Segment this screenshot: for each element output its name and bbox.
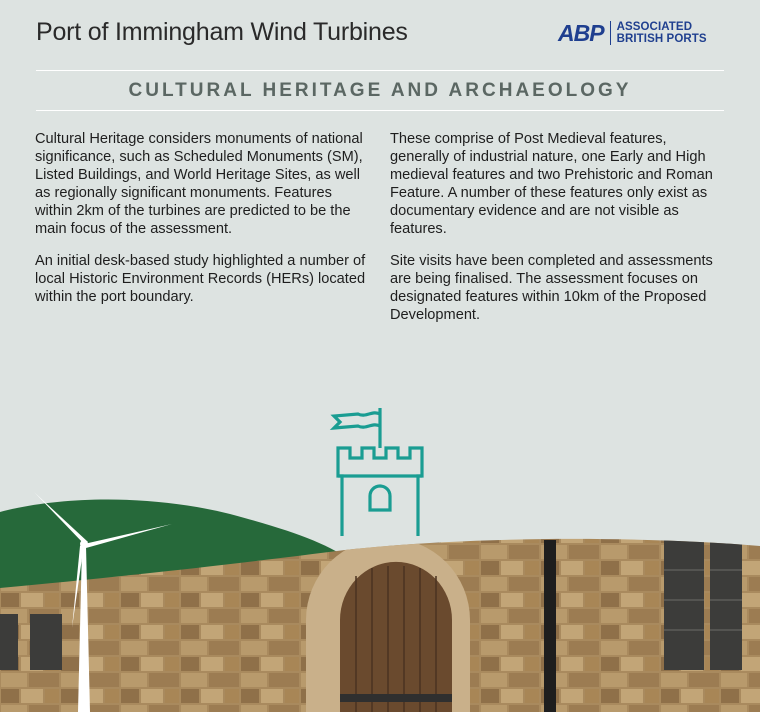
right-column bbox=[390, 130, 722, 338]
logo-words bbox=[617, 21, 707, 45]
logo-line-1: ASSOCIATED bbox=[616, 21, 693, 33]
left-column bbox=[35, 130, 367, 320]
top-divider bbox=[36, 70, 724, 71]
paragraph: These comprise of Post Medieval features, generally of industrial nature, one Early and High medieval features and two Prehistoric and Roman Feature. A number of these features only exist as documentary evidence and are not visible as features. bbox=[390, 131, 713, 237]
paragraph: An initial desk-based study highlighted a number of local Historic Environment Records (HERs) located within the port boundary. bbox=[35, 253, 366, 305]
paragraph: Site visits have been completed and assessments are being finalised. The assessment focuses on designated features within 10km of the Proposed Development. bbox=[390, 253, 713, 323]
page-title: Port of Immingham Wind Turbines bbox=[36, 18, 408, 46]
abp-logo bbox=[558, 20, 707, 46]
logo-divider bbox=[610, 21, 611, 45]
heritage-photo-scene bbox=[0, 480, 760, 712]
heading-divider bbox=[36, 110, 724, 111]
logo-mark: ABP bbox=[558, 20, 604, 46]
paragraph: Cultural Heritage considers monuments of national significance, such as Scheduled Monuments (SM), Listed Buildings, and World Heritage Sites, as well as regionally significant monuments. Features within 2km of the turbines are predicted to be the main focus of the assessment. bbox=[35, 131, 363, 237]
section-heading: CULTURAL HERITAGE AND ARCHAEOLOGY bbox=[128, 80, 632, 101]
logo-line-2: BRITISH PORTS bbox=[616, 33, 707, 45]
